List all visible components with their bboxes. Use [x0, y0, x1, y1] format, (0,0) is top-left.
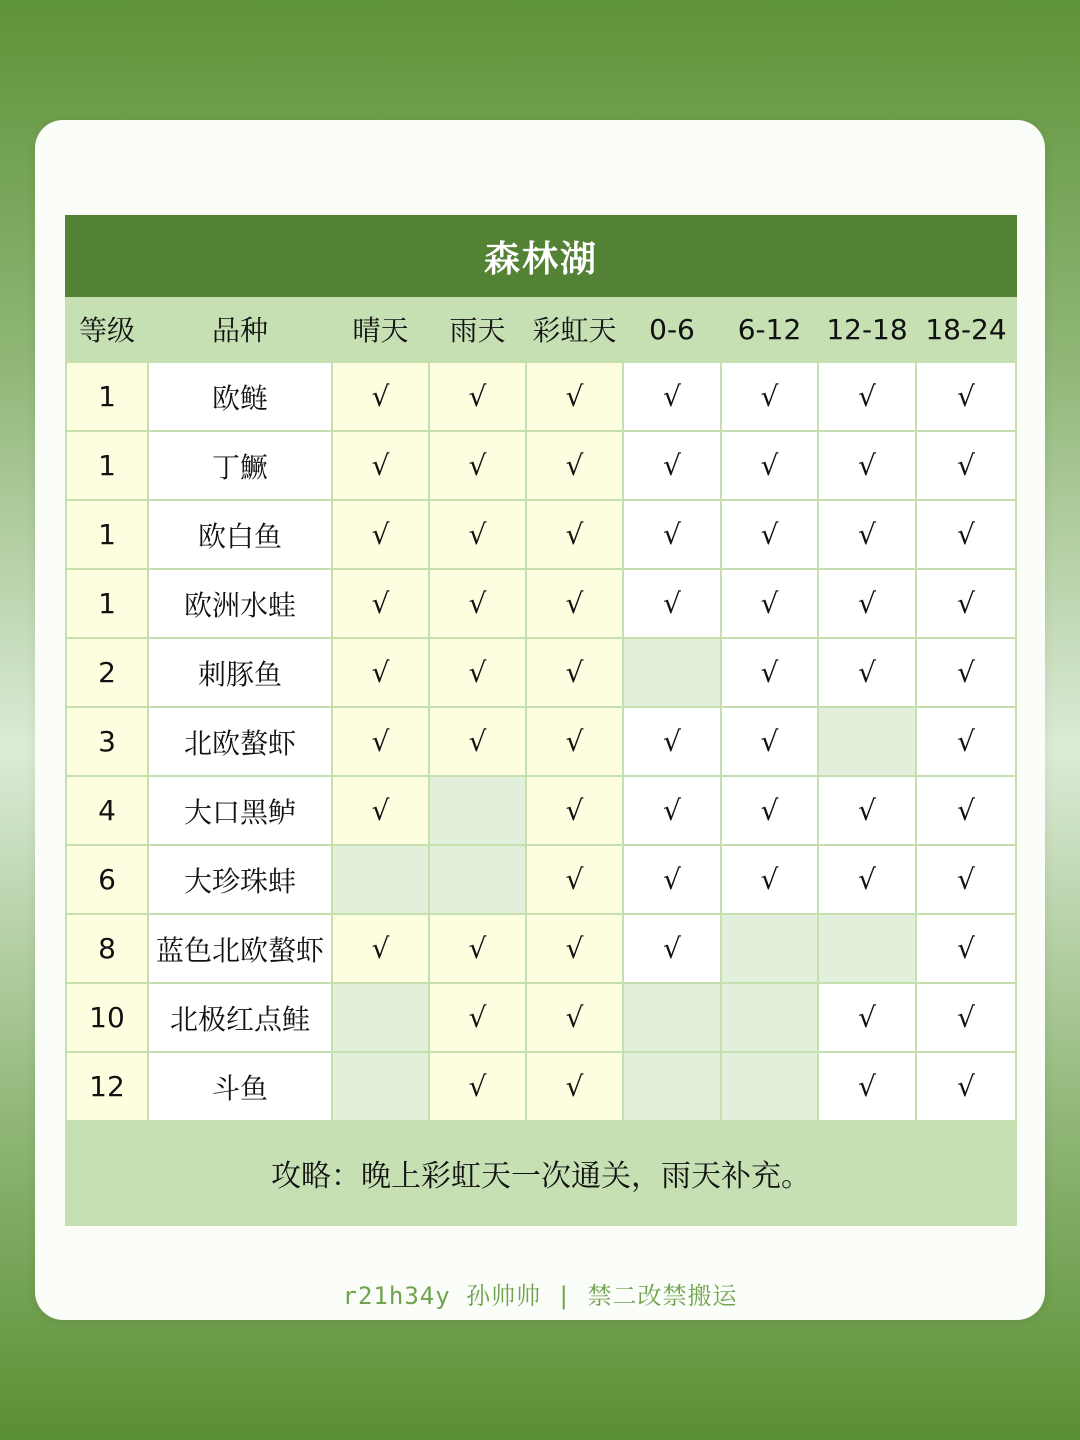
check-cell: √: [526, 638, 623, 707]
empty-cell: [429, 776, 526, 845]
column-header: 等级: [66, 296, 148, 362]
check-cell: √: [429, 500, 526, 569]
level-cell: 6: [66, 845, 148, 914]
check-cell: √: [429, 707, 526, 776]
check-cell: √: [818, 983, 916, 1052]
check-cell: √: [818, 776, 916, 845]
check-cell: √: [818, 569, 916, 638]
column-header: 品种: [148, 296, 332, 362]
check-cell: √: [526, 362, 623, 431]
table-row: [66, 914, 1016, 983]
check-cell: √: [526, 500, 623, 569]
check-cell: √: [818, 845, 916, 914]
empty-cell: [721, 914, 818, 983]
species-cell: 蓝色北欧螯虾: [148, 914, 332, 983]
check-cell: √: [332, 914, 429, 983]
check-cell: √: [623, 914, 721, 983]
fishing-card: [35, 120, 1045, 1320]
species-cell: 北极红点鲑: [148, 983, 332, 1052]
check-cell: √: [818, 638, 916, 707]
check-cell: √: [721, 362, 818, 431]
column-header: 晴天: [332, 296, 429, 362]
empty-cell: [818, 707, 916, 776]
check-cell: √: [916, 845, 1016, 914]
check-cell: √: [526, 569, 623, 638]
check-cell: √: [916, 569, 1016, 638]
check-cell: √: [623, 845, 721, 914]
check-cell: √: [916, 707, 1016, 776]
check-cell: √: [332, 776, 429, 845]
empty-cell: [429, 845, 526, 914]
check-cell: √: [429, 362, 526, 431]
check-cell: √: [818, 362, 916, 431]
check-cell: √: [623, 500, 721, 569]
table-row: [66, 776, 1016, 845]
check-cell: √: [332, 638, 429, 707]
strategy-tip: 攻略：晚上彩虹天一次通关，雨天补充。: [66, 1121, 1016, 1225]
column-header: 12-18: [818, 296, 916, 362]
column-header: 18-24: [916, 296, 1016, 362]
check-cell: √: [818, 500, 916, 569]
check-cell: √: [916, 431, 1016, 500]
empty-cell: [623, 638, 721, 707]
species-cell: 欧鲢: [148, 362, 332, 431]
table-row: [66, 431, 1016, 500]
species-cell: 大口黑鲈: [148, 776, 332, 845]
level-cell: 1: [66, 500, 148, 569]
check-cell: √: [623, 776, 721, 845]
check-cell: √: [429, 1052, 526, 1121]
empty-cell: [332, 845, 429, 914]
check-cell: √: [623, 707, 721, 776]
check-cell: √: [916, 362, 1016, 431]
level-cell: 1: [66, 569, 148, 638]
check-cell: √: [721, 500, 818, 569]
column-header: 0-6: [623, 296, 721, 362]
empty-cell: [332, 1052, 429, 1121]
check-cell: √: [721, 431, 818, 500]
table-row: [66, 845, 1016, 914]
check-cell: √: [721, 569, 818, 638]
check-cell: √: [429, 914, 526, 983]
empty-cell: [721, 1052, 818, 1121]
check-cell: √: [429, 638, 526, 707]
species-cell: 丁鱖: [148, 431, 332, 500]
check-cell: √: [623, 362, 721, 431]
check-cell: √: [526, 914, 623, 983]
column-header: 彩虹天: [526, 296, 623, 362]
column-header: 雨天: [429, 296, 526, 362]
check-cell: √: [818, 431, 916, 500]
species-cell: 刺豚鱼: [148, 638, 332, 707]
table-row: [66, 500, 1016, 569]
table-row: [66, 362, 1016, 431]
check-cell: √: [332, 707, 429, 776]
species-cell: 大珍珠蚌: [148, 845, 332, 914]
empty-cell: [623, 983, 721, 1052]
check-cell: √: [721, 776, 818, 845]
fish-table: [65, 215, 1017, 1226]
check-cell: √: [429, 569, 526, 638]
check-cell: √: [818, 1052, 916, 1121]
check-cell: √: [916, 914, 1016, 983]
table-title: 森林湖: [66, 216, 1016, 296]
check-cell: √: [526, 776, 623, 845]
level-cell: 1: [66, 431, 148, 500]
check-cell: √: [526, 983, 623, 1052]
check-cell: √: [623, 431, 721, 500]
check-cell: √: [721, 638, 818, 707]
check-cell: √: [916, 500, 1016, 569]
table-header-row: [66, 296, 1016, 362]
level-cell: 2: [66, 638, 148, 707]
empty-cell: [623, 1052, 721, 1121]
table-body: [66, 362, 1016, 1121]
check-cell: √: [526, 431, 623, 500]
check-cell: √: [332, 500, 429, 569]
watermark-footer: r21h34y 孙帅帅 | 禁二改禁搬运: [342, 1282, 738, 1310]
level-cell: 8: [66, 914, 148, 983]
level-cell: 12: [66, 1052, 148, 1121]
check-cell: √: [916, 983, 1016, 1052]
empty-cell: [332, 983, 429, 1052]
check-cell: √: [526, 707, 623, 776]
empty-cell: [721, 983, 818, 1052]
check-cell: √: [429, 983, 526, 1052]
table-row: [66, 638, 1016, 707]
check-cell: √: [623, 569, 721, 638]
species-cell: 欧白鱼: [148, 500, 332, 569]
level-cell: 3: [66, 707, 148, 776]
check-cell: √: [332, 362, 429, 431]
check-cell: √: [721, 707, 818, 776]
check-cell: √: [526, 1052, 623, 1121]
table-row: [66, 707, 1016, 776]
table-row: [66, 569, 1016, 638]
table-row: [66, 983, 1016, 1052]
check-cell: √: [429, 431, 526, 500]
level-cell: 10: [66, 983, 148, 1052]
check-cell: √: [332, 431, 429, 500]
check-cell: √: [916, 1052, 1016, 1121]
check-cell: √: [721, 845, 818, 914]
check-cell: √: [916, 638, 1016, 707]
check-cell: √: [332, 569, 429, 638]
level-cell: 4: [66, 776, 148, 845]
species-cell: 北欧螯虾: [148, 707, 332, 776]
species-cell: 斗鱼: [148, 1052, 332, 1121]
column-header: 6-12: [721, 296, 818, 362]
empty-cell: [818, 914, 916, 983]
check-cell: √: [916, 776, 1016, 845]
level-cell: 1: [66, 362, 148, 431]
check-cell: √: [526, 845, 623, 914]
table-row: [66, 1052, 1016, 1121]
species-cell: 欧洲水蛙: [148, 569, 332, 638]
